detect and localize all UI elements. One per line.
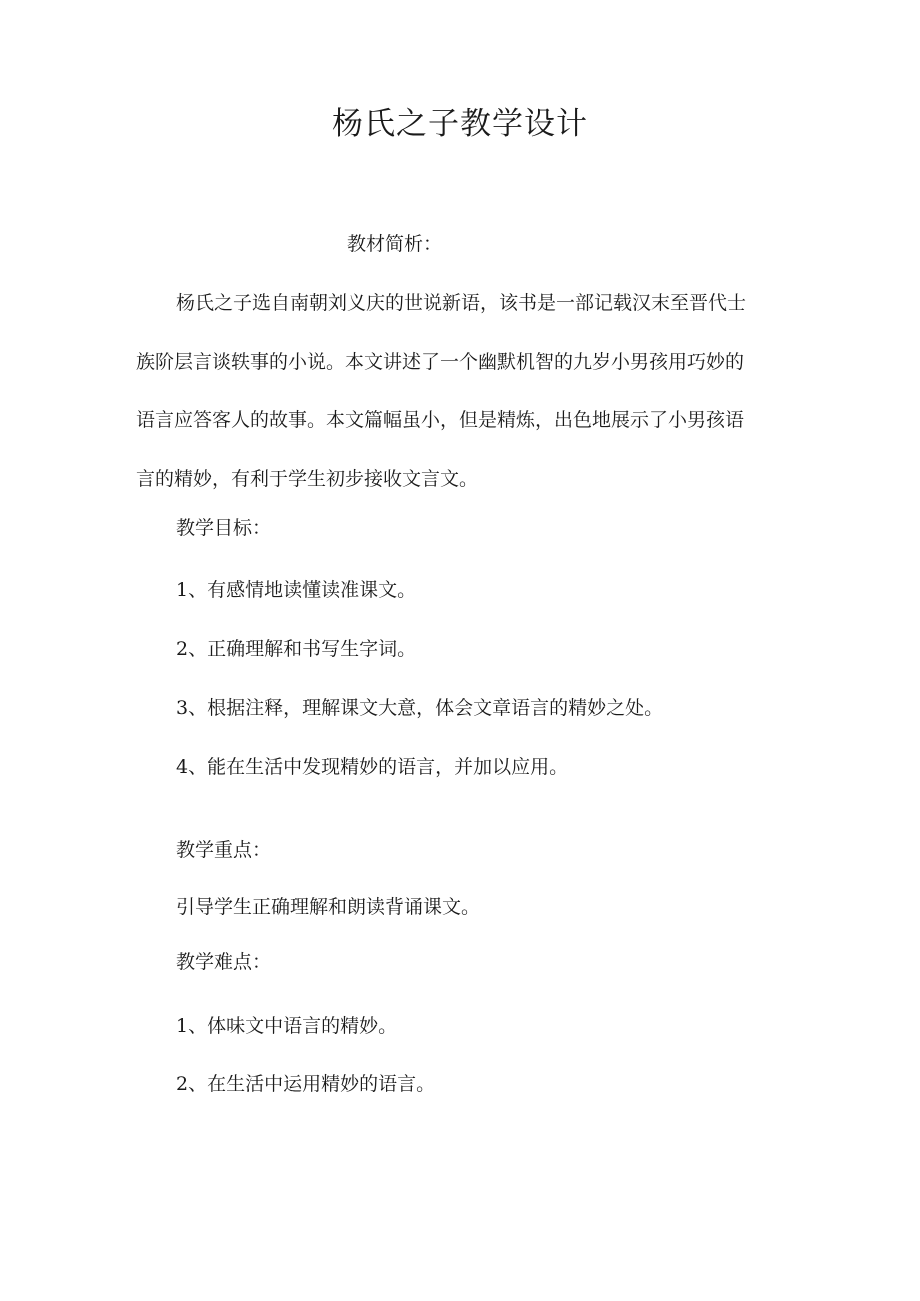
key-point-text: 引导学生正确理解和朗读背诵课文。 xyxy=(176,896,481,918)
analysis-line-1: 杨氏之子选自南朝刘义庆的世说新语，该书是一部记载汉末至晋代士 xyxy=(176,292,747,314)
analysis-line-3: 语言应答客人的故事。本文篇幅虽小，但是精炼，出色地展示了小男孩语 xyxy=(136,409,745,431)
difficulty-item-1: 1、体味文中语言的精妙。 xyxy=(176,1015,398,1037)
goals-heading: 教学目标： xyxy=(176,517,272,539)
document-title: 杨氏之子教学设计 xyxy=(332,106,588,142)
goal-item-4: 4、能在生活中发现精妙的语言，并加以应用。 xyxy=(176,756,569,778)
difficulty-item-2: 2、在生活中运用精妙的语言。 xyxy=(176,1073,436,1095)
goal-item-3: 3、根据注释，理解课文大意，体会文章语言的精妙之处。 xyxy=(176,697,664,719)
goal-item-1: 1、有感情地读懂读准课文。 xyxy=(176,579,417,601)
goal-item-2: 2、正确理解和书写生字词。 xyxy=(176,638,417,660)
analysis-heading: 教材简析： xyxy=(347,233,443,255)
difficulty-heading: 教学难点： xyxy=(176,951,272,973)
key-heading: 教学重点： xyxy=(176,839,272,861)
analysis-line-4: 言的精妙，有利于学生初步接收文言文。 xyxy=(136,468,479,490)
analysis-line-2: 族阶层言谈轶事的小说。本文讲述了一个幽默机智的九岁小男孩用巧妙的 xyxy=(136,351,745,373)
